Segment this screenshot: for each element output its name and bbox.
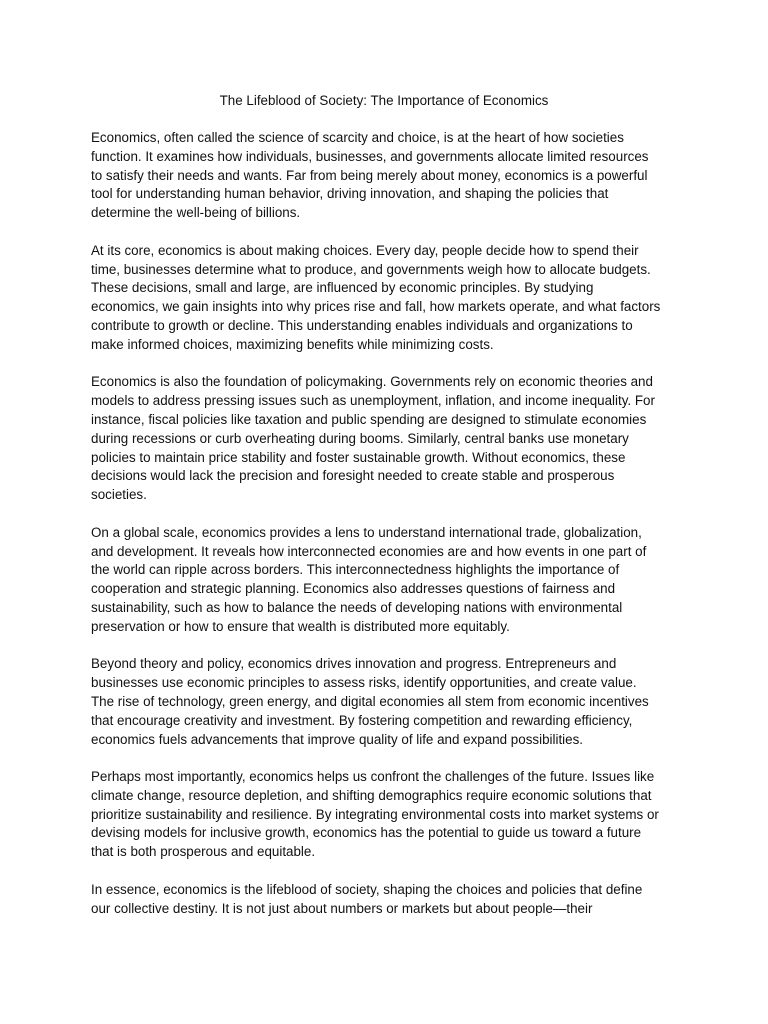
text-line: contribute to growth or decline. This understanding enables individuals and organizations to	[91, 317, 633, 333]
text-line: economics, we gain insights into why prices rise and fall, how markets operate, and what factors	[91, 299, 661, 315]
text-line: prioritize sustainability and resilience. By integrating environmental costs into market systems or	[91, 806, 659, 822]
paragraph-6	[91, 768, 691, 862]
document-body	[91, 129, 691, 937]
text-line: preservation or how to ensure that wealth is distributed more equitably.	[91, 618, 510, 634]
paragraph-2	[91, 242, 691, 355]
text-line: Beyond theory and policy, economics drives innovation and progress. Entrepreneurs and	[91, 656, 617, 672]
text-line: These decisions, small and large, are influenced by economic principles. By studying	[91, 280, 594, 296]
text-line: that is both prosperous and equitable.	[91, 844, 316, 860]
text-line: models to address pressing issues such as unemployment, inflation, and income inequality. For	[91, 393, 655, 409]
paragraph-4	[91, 524, 691, 637]
text-line: climate change, resource depletion, and shifting demographics require economic solutions that	[91, 787, 652, 803]
document-title: The Lifeblood of Society: The Importance of Economics	[219, 93, 549, 108]
text-line: the world can ripple across borders. This interconnectedness highlights the importance of	[91, 562, 620, 578]
text-line: determine the well-being of billions.	[91, 205, 301, 221]
text-line: At its core, economics is about making choices. Every day, people decide how to spend their	[91, 242, 639, 258]
text-line: decisions would lack the precision and foresight needed to create stable and prosperous	[91, 468, 615, 484]
text-line: Economics is also the foundation of policymaking. Governments rely on economic theories and	[91, 374, 653, 390]
text-line: tool for understanding human behavior, driving innovation, and shaping the policies that	[91, 186, 609, 202]
paragraph-1	[91, 129, 691, 223]
paragraph-5	[91, 655, 691, 749]
text-line: businesses use economic principles to assess risks, identify opportunities, and create value.	[91, 675, 637, 691]
text-line: function. It examines how individuals, businesses, and governments allocate limited resources	[91, 148, 649, 164]
text-line: In essence, economics is the lifeblood of society, shaping the choices and policies that define	[91, 881, 643, 897]
text-line: and development. It reveals how interconnected economies are and how events in one part of	[91, 543, 647, 559]
text-line: The rise of technology, green energy, and digital economies all stem from economic incentives	[91, 693, 649, 709]
text-line: On a global scale, economics provides a lens to understand international trade, globalization,	[91, 524, 642, 540]
text-line: during recessions or curb overheating during booms. Similarly, central banks use monetary	[91, 430, 629, 446]
text-line: devising models for inclusive growth, economics has the potential to guide us toward a future	[91, 825, 642, 841]
text-line: cooperation and strategic planning. Economics also addresses questions of fairness and	[91, 581, 616, 597]
text-line: societies.	[91, 487, 147, 503]
text-line: Economics, often called the science of scarcity and choice, is at the heart of how societies	[91, 130, 624, 145]
paragraph-3	[91, 373, 691, 505]
text-line: economics fuels advancements that improve quality of life and expand possibilities.	[91, 731, 584, 747]
paragraph-7	[91, 881, 691, 919]
text-line: sustainability, such as how to balance the needs of developing nations with environmental	[91, 599, 623, 615]
text-line: make informed choices, maximizing benefits while minimizing costs.	[91, 336, 494, 352]
text-line: that encourage creativity and investment. By fostering competition and rewarding efficiency,	[91, 712, 633, 728]
text-line: Perhaps most importantly, economics helps us confront the challenges of the future. Issues like	[91, 769, 655, 785]
text-line: policies to maintain price stability and foster sustainable growth. Without economics, these	[91, 449, 626, 465]
text-line: time, businesses determine what to produce, and governments weigh how to allocate budgets.	[91, 261, 651, 277]
text-line: our collective destiny. It is not just about numbers or markets but about people—their	[91, 900, 593, 916]
text-line: instance, fiscal policies like taxation and public spending are designed to stimulate economies	[91, 411, 647, 427]
text-line: to satisfy their needs and wants. Far from being merely about money, economics is a powerful	[91, 167, 648, 183]
